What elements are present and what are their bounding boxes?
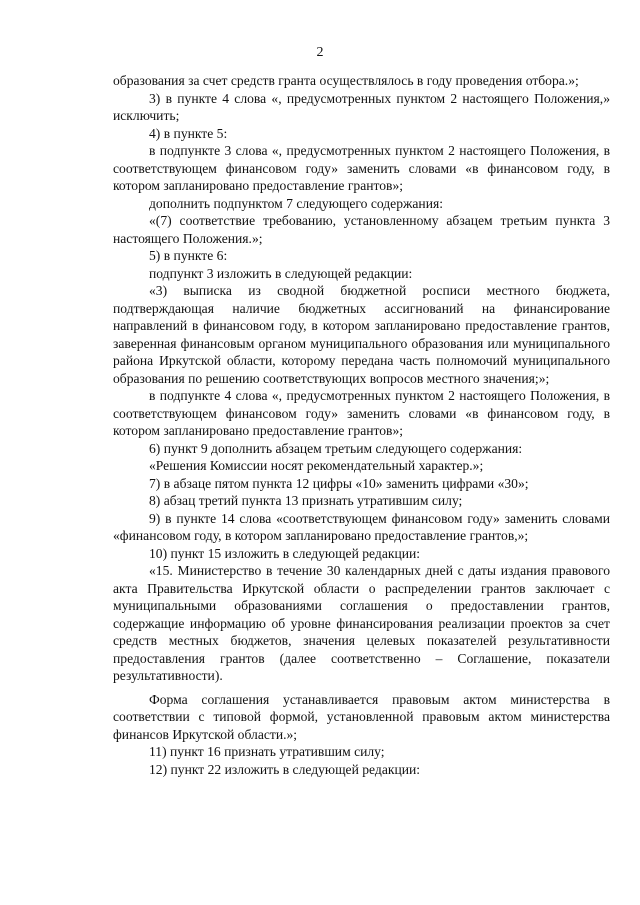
paragraph: в подпункте 3 слова «, предусмотренных пунктом 2 настоящего Положения, в соответствующем финансовом году» заменить словами «в финансовом году, в котором запланировано предоставление грантов»; [113,143,610,193]
paragraph: 3) в пункте 4 слова «, предусмотренных пунктом 2 настоящего Положения,» исключить; [113,90,610,123]
paragraph: «3) выписка из сводной бюджетной росписи местного бюджета, подтверждающая наличие бюджетных ассигнований на финансирование направлений в финансовом году, в котором запланировано предоставление грантов, заверенная финансовым органом муниципального образования или муниципального района Иркутской области, которому передана часть полномочий муниципального образования по решению соответствующих вопросов местного значения;»; [113,283,610,386]
paragraph: образования за счет средств гранта осуществлялось в году проведения отбора.»; [113,73,579,88]
paragraph: Форма соглашения устанавливается правовым актом министерства в соответствии с типовой формой, установленной правовым актом министерства финансов Иркутской области.»; [113,691,610,742]
paragraph: 4) в пункте 5: [149,125,228,141]
paragraph: «(7) соответствие требованию, установленному абзацем третьим пункта 3 настоящего Положения.»; [113,213,610,246]
paragraph: 5) в пункте 6: [149,248,228,263]
paragraph: подпункт 3 изложить в следующей редакции: [149,265,413,281]
paragraph: «15. Министерство в течение 30 календарных дней с даты издания правового акта Правительства Иркутской области о распределении грантов заключает с муниципальными образованиями соглашения о предоставлении грантов, содержащие информацию об уровне финансирования реализации проектов за счет средств местных бюджетов, значения целевых показателей результативности предоставления грантов (далее соответственно – Соглашение, показатели результативности). [113,563,610,683]
paragraph: дополнить подпунктом 7 следующего содержания: [149,195,444,211]
paragraph: 6) пункт 9 дополнить абзацем третьим следующего содержания: [149,440,523,456]
paragraph: «Решения Комиссии носят рекомендательный характер.»; [149,458,484,473]
document-body [113,72,610,778]
paragraph: 12) пункт 22 изложить в следующей редакции: [149,761,421,777]
paragraph: 9) в пункте 14 слова «соответствующем финансовом году» заменить словами «финансовом году, в котором запланировано предоставление грантов,»; [113,510,610,543]
paragraph: в подпункте 4 слова «, предусмотренных пунктом 2 настоящего Положения, в соответствующем финансовом году» заменить словами «в финансовом году, в котором запланировано предоставление грантов»; [113,388,610,438]
paragraph: 7) в абзаце пятом пункта 12 цифры «10» заменить цифрами «30»; [149,475,529,491]
paragraph: 8) абзац третий пункта 13 признать утратившим силу; [149,493,463,508]
paragraph: 10) пункт 15 изложить в следующей редакции: [149,545,421,561]
page-number: 2 [316,45,324,60]
paragraph: 11) пункт 16 признать утратившим силу; [149,744,385,759]
